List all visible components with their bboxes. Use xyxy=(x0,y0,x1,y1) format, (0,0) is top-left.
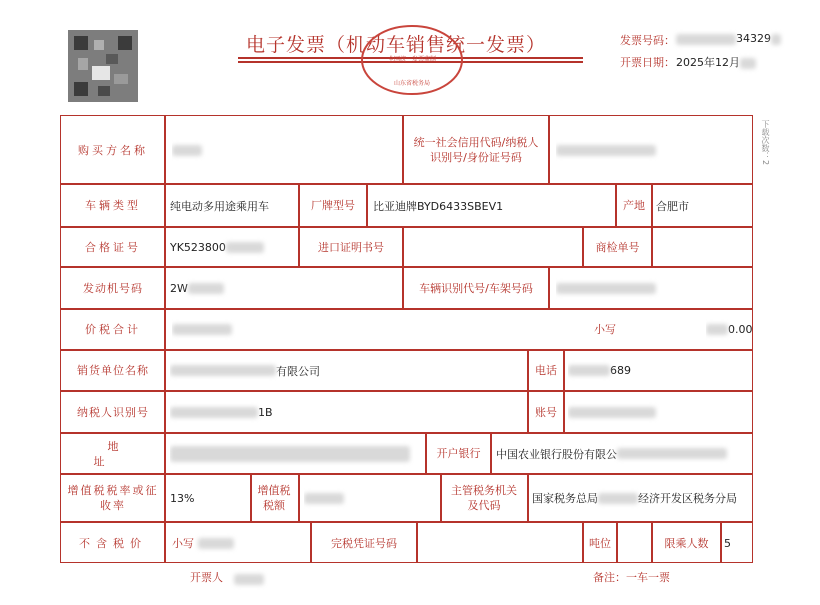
vat-rate-value: 13% xyxy=(170,491,195,505)
taxpayer-value: 1B xyxy=(170,392,524,432)
bank-value: 中国农业银行股份有限公 xyxy=(496,434,750,473)
seal-text-bottom: 山东省税务局 xyxy=(393,80,430,87)
vehicle-type-label: 车辆类型 xyxy=(85,199,141,212)
taxpayer-label: 纳税人识别号 xyxy=(77,405,149,419)
inspect-label: 商检单号 xyxy=(595,240,640,254)
pretax-label: 不含税价 xyxy=(79,536,147,550)
duty-label: 完税凭证号码 xyxy=(331,536,397,550)
capacity-label: 限乘人数 xyxy=(664,536,709,550)
phone-value: 689 xyxy=(568,351,750,390)
seller-value: 有限公司 xyxy=(170,351,524,390)
vat-amount-value xyxy=(304,475,438,521)
import-label: 进口证明书号 xyxy=(318,240,384,254)
seller-label: 销货单位名称 xyxy=(77,364,149,377)
issue-date-value: 2025年12月 xyxy=(676,54,756,70)
origin-label: 产地 xyxy=(623,199,645,212)
authority-label: 主管税务机关及代码 xyxy=(451,484,517,512)
address-value xyxy=(170,434,422,473)
vat-rate-label: 增值税税率或征收率 xyxy=(67,484,159,512)
seal-text-top: 全国统一发票监制 xyxy=(387,56,436,63)
cert-value: YK523800 xyxy=(170,228,296,266)
tonnage-label: 吨位 xyxy=(589,536,611,550)
vat-amount-label: 增值税税额 xyxy=(257,484,291,512)
issuer-label: 开票人 xyxy=(190,571,223,584)
credit-code-value xyxy=(556,117,750,183)
total-value xyxy=(172,310,372,349)
issuer-value xyxy=(234,569,264,588)
footer-note: 备注：一车一票 xyxy=(593,571,670,584)
total-label: 价税合计 xyxy=(85,323,141,336)
address-label: 地址 xyxy=(93,439,147,468)
download-count: 下载次数：2 xyxy=(761,120,770,166)
vin-value xyxy=(556,268,750,308)
authority-value: 国家税务总局 经济开发区税务分局 xyxy=(532,492,737,505)
engine-label: 发动机号码 xyxy=(83,281,143,295)
qr-code xyxy=(68,30,138,102)
vin-label: 车辆识别代号/车架号码 xyxy=(419,281,533,295)
issue-date-label: 开票日期： xyxy=(620,56,675,69)
phone-label: 电话 xyxy=(535,364,557,377)
invoice-no-label: 发票号码： xyxy=(620,34,675,47)
vehicle-type-value: 纯电动多用途乘用车 xyxy=(170,199,269,213)
bank-label: 开户银行 xyxy=(436,447,481,460)
cert-label: 合格证号 xyxy=(85,240,141,254)
invoice-no-value: 34329 xyxy=(676,32,781,45)
account-label: 账号 xyxy=(535,405,557,419)
engine-value: 2W xyxy=(170,268,398,308)
brand-value: 比亚迪牌BYD6433SBEV1 xyxy=(373,199,504,213)
credit-code-label: 统一社会信用代码/纳税人识别号/身份证号码 xyxy=(413,136,539,164)
capacity-value: 5 xyxy=(724,536,731,550)
account-value xyxy=(568,392,750,432)
small-value: 0.00 xyxy=(706,310,754,349)
invoice-title: 电子发票（机动车销售统一发票） xyxy=(246,34,547,56)
buyer-value xyxy=(172,117,398,183)
brand-label: 厂牌型号 xyxy=(311,199,355,212)
origin-value: 合肥市 xyxy=(656,199,689,213)
pretax-value: 小写 xyxy=(172,523,308,563)
buyer-label: 购买方名称 xyxy=(78,143,148,157)
small-label: 小写 xyxy=(594,323,616,336)
